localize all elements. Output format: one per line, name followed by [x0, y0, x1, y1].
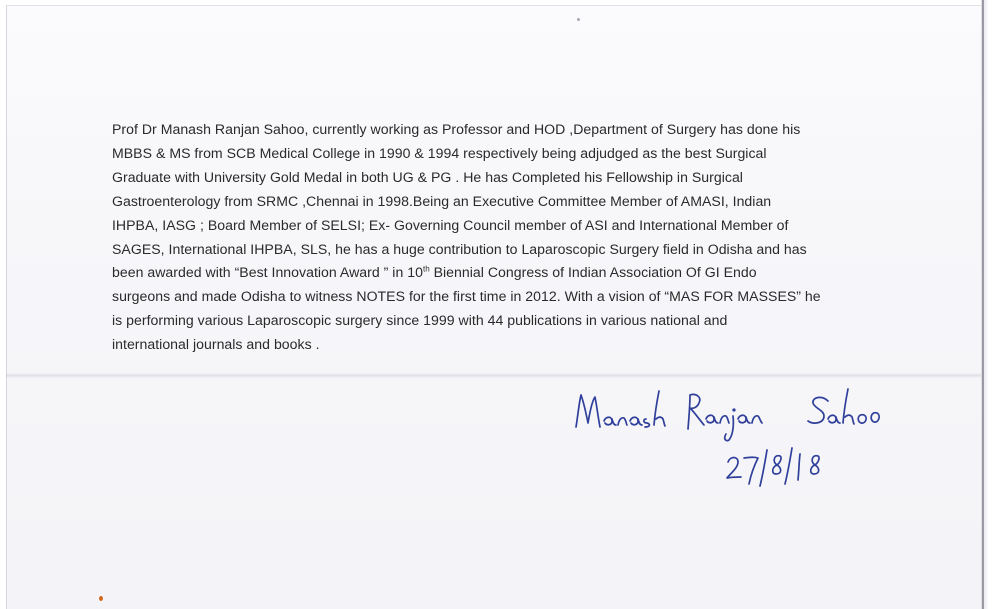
paragraph-line-8: surgeons and made Odisha to witness NOTES for the first time in 2012. With a vision of “MAS FOR MASSES” he [112, 288, 821, 305]
line-7-end: Biennial Congress of Indian Association Of GI Endo [429, 264, 757, 281]
ordinal-superscript: th [422, 264, 430, 274]
signature-name-ink [566, 383, 896, 443]
paper-fold-line [6, 373, 981, 378]
paragraph-line-4: Gastroenterology from SRMC ,Chennai in 1998.Being an Executive Committee Member of AMASI, Indian [112, 192, 772, 209]
handwritten-signature [566, 383, 896, 443]
signature-date-ink [720, 440, 850, 492]
paragraph-line-3: Graduate with University Gold Medal in both UG & PG . He has Completed his Fellowship in Surgical [112, 168, 743, 185]
paragraph-line-9: is performing various Laparoscopic surgery since 1999 with 44 publications in various national and [112, 312, 728, 329]
biography-paragraph [112, 118, 872, 357]
paragraph-line-10: international journals and books . [112, 336, 320, 353]
paragraph-line-6: SAGES, International IHPBA, SLS, he has a huge contribution to Laparoscopic Surgery field in Odisha and has [112, 240, 807, 257]
paragraph-line-2: MBBS & MS from SCB Medical College in 1990 & 1994 respectively being adjudged as the best Surgical [112, 144, 767, 161]
line-7-start: been awarded with “Best Innovation Award ” in 10 [112, 264, 423, 281]
paragraph-line-5: IHPBA, IASG ; Board Member of SELSI; Ex- Governing Council member of ASI and International Member of [112, 216, 789, 233]
paper-edge-shadow [982, 0, 984, 609]
dust-speck [577, 18, 580, 21]
paragraph-line-1: Prof Dr Manash Ranjan Sahoo, currently working as Professor and HOD ,Department of Surgery has done his [112, 121, 801, 137]
orange-speck [99, 596, 103, 601]
paragraph-line-7 [112, 261, 872, 285]
handwritten-date [720, 440, 850, 492]
